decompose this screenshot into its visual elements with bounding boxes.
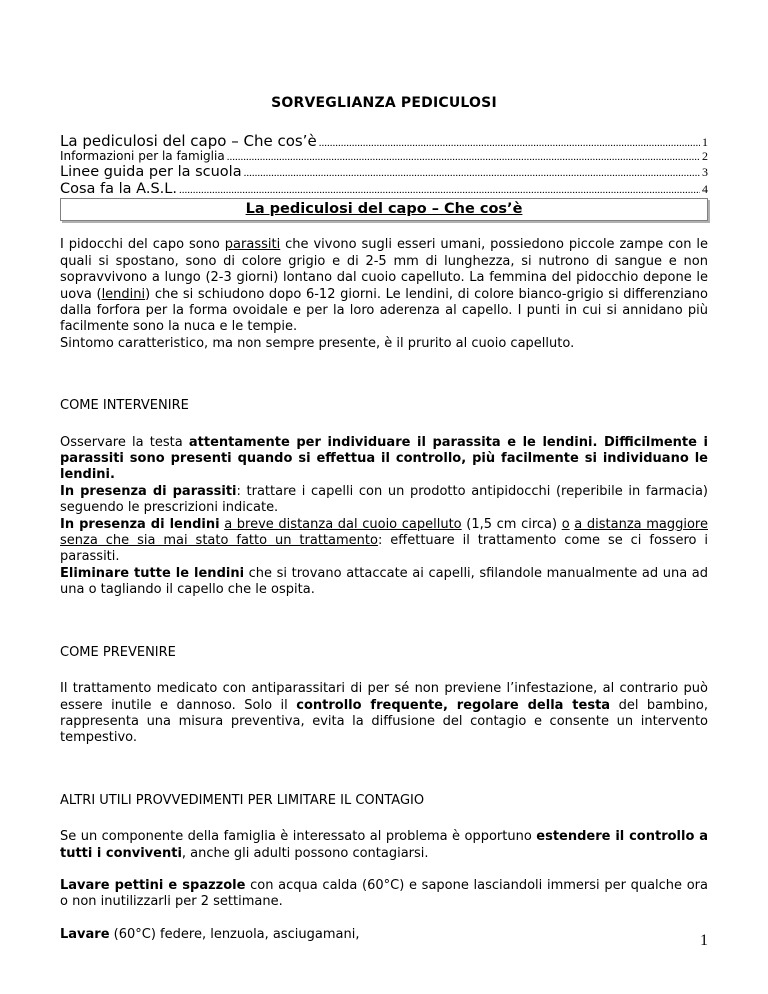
bold-text: Eliminare tutte le lendini [60, 565, 245, 581]
heading-come-prevenire: COME PREVENIRE [60, 644, 176, 660]
toc-leader-dots [179, 184, 700, 197]
text-run: : trattare i capelli con un prodotto antipidocchi (reperibile in farmacia) seguendo le prescrizioni indicate. [60, 483, 708, 516]
document-title: SORVEGLIANZA PEDICULOSI [271, 95, 497, 111]
intervenire-lendini [60, 517, 708, 566]
toc-entry-pediculosi[interactable] [60, 133, 708, 150]
underlined-text: o [561, 516, 570, 532]
symptom-paragraph: Sintomo caratteristico, ma non sempre presente, è il prurito al cuoio capelluto. [60, 335, 575, 351]
heading-altri-provvedimenti: ALTRI UTILI PROVVEDIMENTI PER LIMITARE IL CONTAGIO [60, 792, 425, 808]
text-run: ) che si schiudono dopo 6-12 giorni. Le lendini, di colore bianco-grigio si differenziano dalla forfora per la forma ovoidale e per la loro aderenza al capello. I punti in cui si annidano più facilmente sono la nuca e le tempie. [60, 286, 708, 335]
altri-conviventi [60, 829, 708, 862]
section-heading-box: La pediculosi del capo – Che cos’è [60, 198, 708, 221]
bold-text: Lavare [60, 926, 110, 942]
toc-entry-famiglia[interactable] [60, 150, 708, 164]
bold-text: In presenza di lendini [60, 516, 220, 532]
bold-text: attentamente per individuare il parassita e le lendini. Difficilmente i parassiti sono presenti quando si effettua il controllo, più facilmente si individuano le lendini. [60, 434, 708, 483]
altri-lavare [60, 927, 708, 943]
toc-entry-label: Cosa fa la A.S.L. [60, 180, 177, 197]
toc-entry-label: La pediculosi del capo – Che cos’è [60, 132, 317, 150]
bold-text: controllo frequente, regolare della testa [296, 697, 611, 713]
heading-come-intervenire: COME INTERVENIRE [60, 398, 189, 414]
toc-entry-scuola[interactable] [60, 164, 708, 181]
text-run: che vivono sugli esseri umani, possiedono piccole zampe con le quali si spostano, sono di colore grigio e di 2-5 mm di lunghezza, si nutrono di sangue e non sopravvivono a lungo (2-3 giorni) lontano dal cuoio capelluto. La femmina del pidocchio depone le uova ( [60, 237, 708, 302]
underlined-text: a distanza maggiore senza che sia mai stato fatto un trattamento [60, 516, 708, 549]
text-run: con acqua calda (60°C) e sapone lasciandoli immersi per qualche ora o non inutilizzarli per 2 settimane. [60, 877, 708, 910]
text-run: del bambino, rappresenta una misura preventiva, evita la diffusione del contagio e consente un intervento tempestivo. [60, 697, 708, 746]
text-run: (60°C) federe, lenzuola, asciugamani, [109, 926, 360, 942]
toc-leader-dots [244, 167, 700, 180]
toc-leader-dots [319, 137, 700, 150]
toc-entry-page: 1 [702, 135, 708, 149]
text-run: (1,5 cm circa) [461, 516, 562, 532]
text-run: I pidocchi del capo sono [60, 237, 225, 253]
text-run: Se un componente della famiglia è interessato al problema è opportuno [60, 829, 537, 845]
prevenire-paragraph [60, 681, 708, 747]
page-number: 1 [700, 932, 708, 949]
toc-entry-page: 3 [702, 165, 708, 180]
toc-entry-label: Informazioni per la famiglia [60, 149, 225, 164]
bold-text: Lavare pettini e spazzole [60, 877, 246, 893]
page-content [60, 95, 708, 943]
toc-entry-label: Linee guida per la scuola [60, 164, 242, 181]
text-run: Il trattamento medicato con antiparassitari di per sé non previene l’infestazione, al contrario può essere inutile e dannoso. Solo il [60, 681, 708, 713]
toc-entry-page: 4 [702, 181, 708, 196]
intro-paragraph [60, 237, 708, 335]
paragraph-spacer [60, 911, 708, 927]
toc-entry-asl[interactable] [60, 181, 708, 198]
intervenire-eliminare [60, 566, 708, 599]
link-lendini[interactable]: lendini [101, 286, 146, 302]
text-run: , anche gli adulti possono contagiarsi. [181, 845, 429, 861]
altri-pettini [60, 878, 708, 911]
intervenire-parassiti [60, 484, 708, 517]
bold-text: estendere il controllo a tutti i conviventi [60, 829, 709, 861]
toc-leader-dots [227, 151, 700, 164]
text-run: che si trovano attaccate ai capelli, sfilandole manualmente ad una ad una o tagliando il capello che le ospita. [60, 565, 708, 598]
toc-entry-page: 2 [702, 149, 708, 164]
intervenire-observe [60, 435, 708, 484]
text-run: : effettuare il trattamento come se ci fossero i parassiti. [60, 533, 709, 565]
underlined-text: a breve distanza dal cuoio capelluto [224, 516, 462, 532]
paragraph-spacer [60, 862, 708, 878]
link-parassiti[interactable]: parassiti [224, 237, 281, 253]
text-run: Osservare la testa [60, 434, 189, 450]
bold-text: In presenza di parassiti [60, 483, 237, 499]
table-of-contents [60, 133, 708, 197]
